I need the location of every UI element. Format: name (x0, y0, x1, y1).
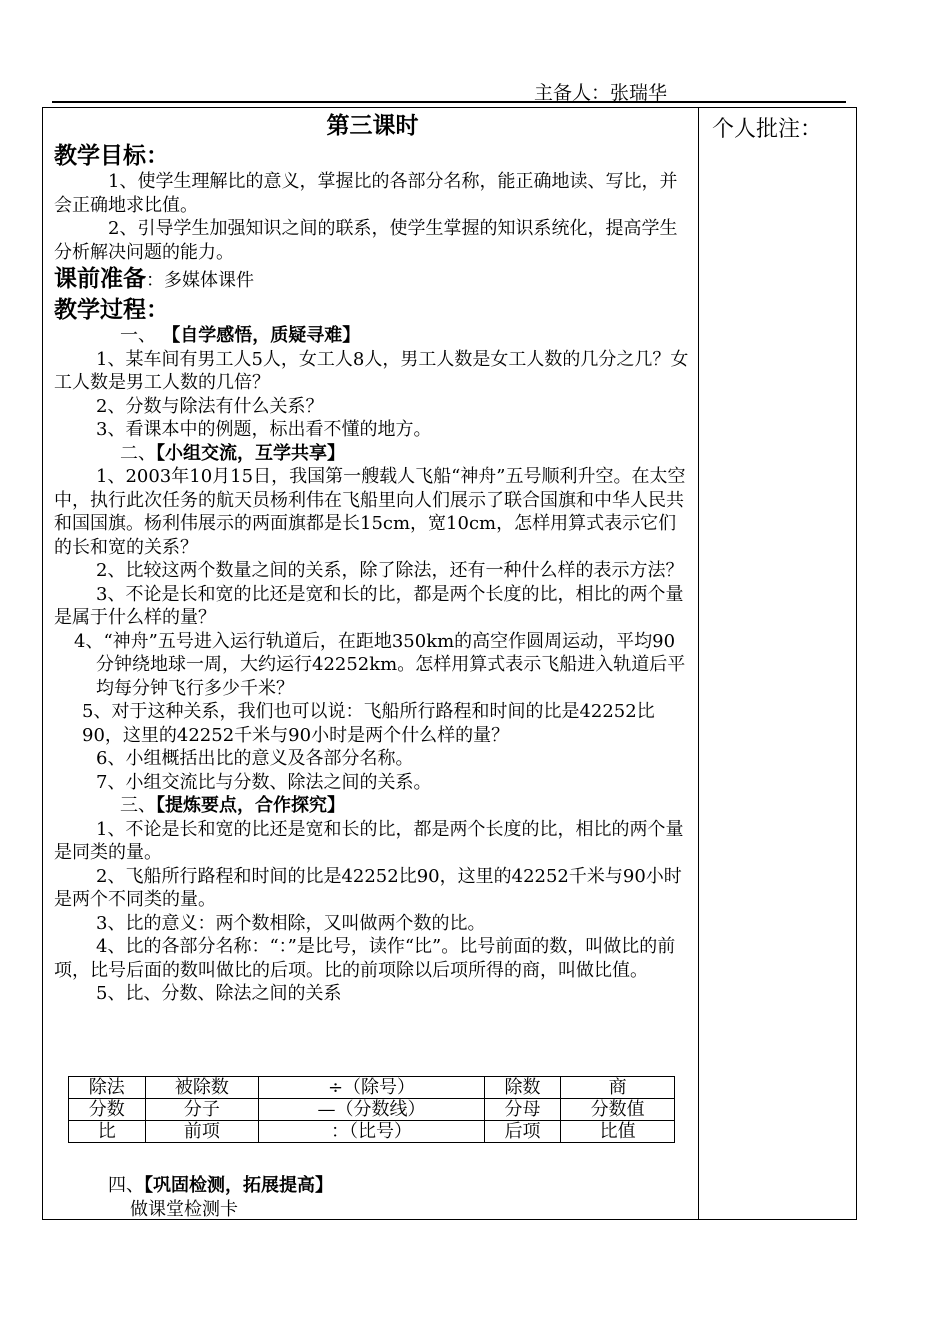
section-number: 二、 (120, 442, 156, 464)
section-heading (54, 324, 691, 348)
table-cell: —（分数线） (259, 1099, 484, 1121)
list-item: 2、分数与除法有什么关系？ (96, 395, 324, 417)
table-cell: ：（比号） (259, 1121, 484, 1143)
table-cell: 被除数 (145, 1077, 259, 1099)
list-item: 1、不论是长和宽的比还是宽和长的比，都是两个长度的比，相比的两个量是同类的量。 (54, 818, 684, 863)
list-item: 5、比、分数、除法之间的关系 (96, 983, 342, 1004)
list-item: 5、对于这种关系，我们也可以说：飞船所行路程和时间的比是42252比90，这里的42252千米与90小时是两个什么样的量？ (82, 701, 655, 746)
goals-heading: 教学目标： (54, 142, 169, 169)
column-divider (698, 107, 699, 1219)
list-item: 4、比的各部分名称：“：”是比号，读作“比”。比号前面的数，叫做比的前项，比号后面的数叫做比的后项。比的前项除以后项所得的商，叫做比值。 (54, 936, 676, 981)
table-cell: 分数值 (561, 1099, 675, 1121)
goal-item: 1、使学生理解比的意义，掌握比的各部分名称，能正确地读、写比，并会正确地求比值。 (54, 171, 678, 216)
table-row (69, 1121, 675, 1143)
section-number: 四、 (108, 1175, 144, 1196)
personal-notes-heading: 个人批注： (712, 117, 823, 142)
section-number: 三、 (120, 795, 156, 816)
section-title: 【自学感悟，质疑寻难】 (162, 325, 361, 346)
list-item: 3、不论是长和宽的比还是宽和长的比，都是两个长度的比，相比的两个量是属于什么样的量？ (54, 583, 684, 628)
table-cell: 比 (69, 1121, 146, 1143)
header-rule (52, 101, 846, 103)
list-item: 6、小组概括出比的意义及各部分名称。 (96, 748, 414, 769)
goal-item: 2、引导学生加强知识之间的联系，使学生掌握的知识系统化，提高学生分析解决问题的能力。 (54, 218, 678, 263)
section-heading (54, 794, 691, 818)
preparer-label: 主备人：张瑞华 (534, 82, 668, 104)
table-cell: 后项 (484, 1121, 561, 1143)
table-row (69, 1077, 675, 1099)
list-item: 2、比较这两个数量之间的关系，除了除法，还有一种什么样的表示方法？ (96, 560, 684, 581)
section-title: 【巩固检测，拓展提高】 (144, 1175, 333, 1196)
prep-heading: 课前准备 (54, 265, 146, 292)
list-item: 7、小组交流比与分数、除法之间的关系。 (96, 771, 432, 793)
section-heading (108, 1171, 333, 1197)
list-item: 1、2003年10月15日，我国第一艘载人飞船“神舟”五号顺利升空。在太空中，执行此次任务的航天员杨利伟在飞船里向人们展示了联合国旗和中华人民共和国国旗。杨利伟展示的两面旗都是长15cm，宽10cm，怎样用算式表示它们的长和宽的关系？ (54, 466, 686, 558)
section-number: 一、 (120, 325, 156, 346)
lesson-content (54, 111, 691, 1006)
list-item: 3、比的意义：两个数相除，又叫做两个数的比。 (96, 912, 486, 934)
table-cell: 商 (561, 1077, 675, 1099)
table-cell: 分数 (69, 1099, 146, 1121)
list-item: 1、某车间有男工人5人，女工人8人，男工人数是女工人数的几分之几？女工人数是男工人数的几倍？ (54, 348, 689, 393)
table-cell: 除数 (484, 1077, 561, 1099)
section-title: 【提炼要点，合作探究】 (156, 795, 345, 816)
table-cell: 分母 (484, 1099, 561, 1121)
section-heading (54, 442, 691, 466)
prep-text: ：多媒体课件 (146, 270, 254, 291)
table-cell: 前项 (145, 1121, 259, 1143)
prep-line (54, 264, 691, 295)
table-row (69, 1099, 675, 1121)
table-cell: 除法 (69, 1077, 146, 1099)
ratio-comparison-table (68, 1076, 675, 1143)
table-cell: 比值 (561, 1121, 675, 1143)
list-item: 2、飞船所行路程和时间的比是42252比90，这里的42252千米与90小时是两个不同类的量。 (54, 865, 682, 910)
table-cell: ÷（除号） (259, 1077, 484, 1099)
section-title: 【小组交流，互学共享】 (156, 442, 345, 464)
lesson-title: 第三课时 (326, 112, 419, 139)
table-cell: 分子 (145, 1099, 259, 1121)
list-item: 4、“神舟”五号进入运行轨道后，在距地350km的高空作圆周运动，平均90分钟绕地球一周，大约运行42252km。怎样用算式表示飞船进入轨道后平均每分钟飞行多少千米？ (74, 630, 686, 699)
list-item: 3、看课本中的例题，标出看不懂的地方。 (96, 419, 432, 440)
practice-card-text: 做课堂检测卡 (130, 1199, 238, 1220)
process-heading: 教学过程： (54, 296, 169, 323)
